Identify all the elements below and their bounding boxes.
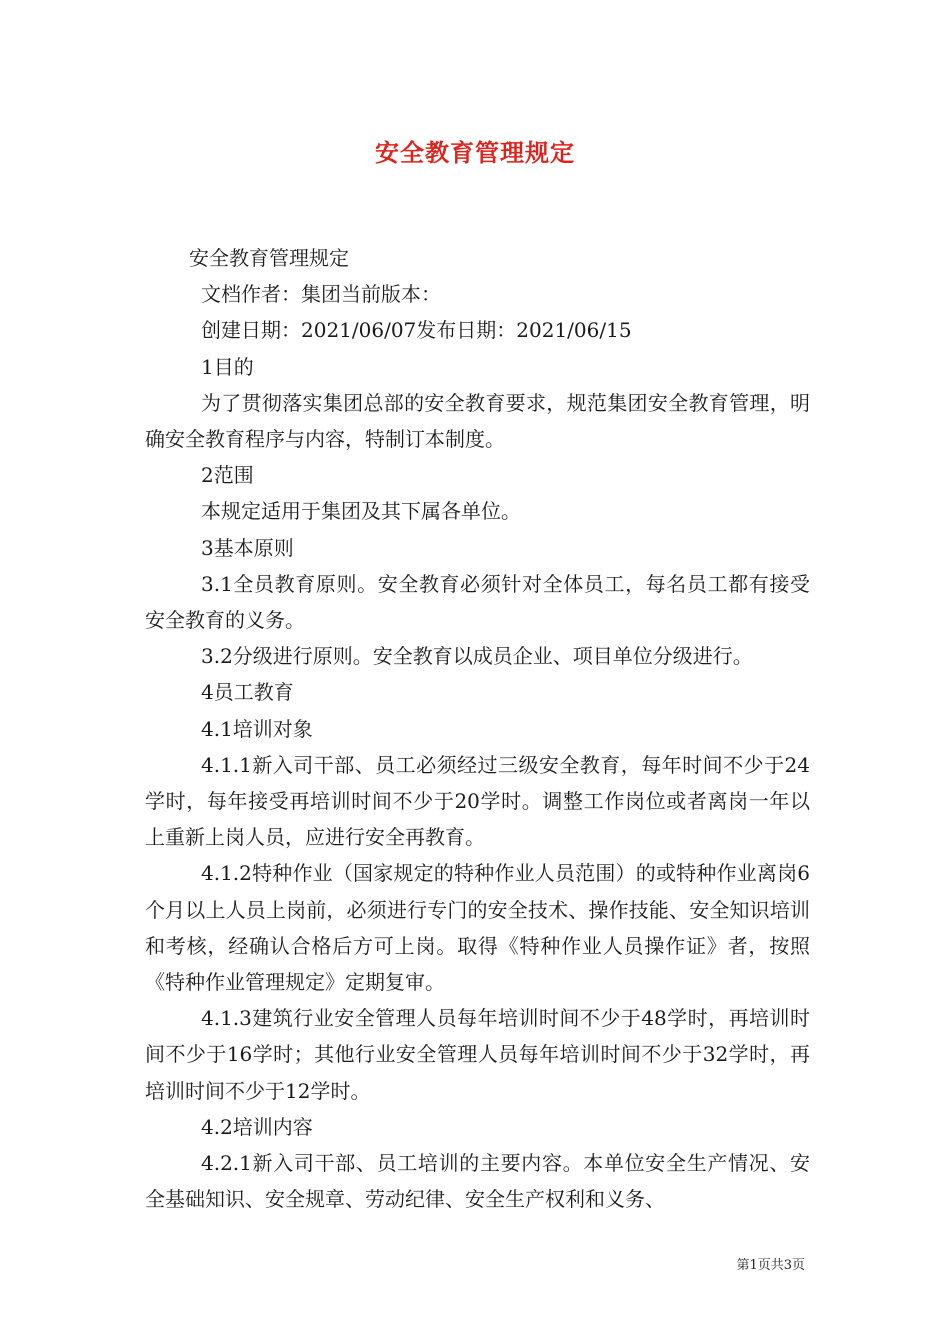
paragraph: 4.1培训对象	[201, 716, 313, 741]
paragraph: 4.1.2特种作业（国家规定的特种作业人员范围）的或特种作业离岗6个月以上人员上岗前，必须进行专门的安全技术、操作技能、安全知识培训和考核，经确认合格后方可上岗。取得《特种作业人员操作证》者，按照《特种作业管理规定》定期复审。	[145, 861, 810, 995]
paragraph: 4.2培训内容	[201, 1114, 313, 1139]
paragraph: 安全教育管理规定	[189, 246, 349, 270]
document-body	[145, 240, 810, 1217]
paragraph: 创建日期：2021/06/07发布日期：2021/06/15	[201, 318, 632, 343]
page-number-footer: 第1页共3页	[736, 1258, 805, 1273]
document-title: 安全教育管理规定	[375, 139, 575, 167]
paragraph: 4.1.3建筑行业安全管理人员每年培训时间不少于48学时，再培训时间不少于16学时；其他行业安全管理人员每年培训时间不少于32学时，再培训时间不少于12学时。	[145, 1006, 810, 1103]
paragraph: 本规定适用于集团及其下属各单位。	[201, 499, 521, 524]
paragraph: 3基本原则	[201, 535, 294, 560]
paragraph: 为了贯彻落实集团总部的安全教育要求，规范集团安全教育管理，明确安全教育程序与内容，特制订本制度。	[145, 390, 810, 452]
paragraph: 4.2.1新入司干部、员工培训的主要内容。本单位安全生产情况、安全基础知识、安全规章、劳动纪律、安全生产权利和义务、	[145, 1151, 810, 1212]
paragraph: 4员工教育	[201, 680, 294, 705]
paragraph: 4.1.1新入司干部、员工必须经过三级安全教育，每年时间不少于24学时，每年接受再培训时间不少于20学时。调整工作岗位或者离岗一年以上重新上岗人员，应进行安全再教育。	[145, 752, 810, 850]
paragraph: 3.1全员教育原则。安全教育必须针对全体员工，每名员工都有接受安全教育的义务。	[145, 571, 810, 633]
paragraph: 3.2分级进行原则。安全教育以成员企业、项目单位分级进行。	[201, 644, 753, 669]
paragraph: 2范围	[201, 463, 254, 488]
paragraph: 文档作者：集团当前版本：	[201, 282, 441, 307]
paragraph: 1目的	[201, 354, 254, 379]
